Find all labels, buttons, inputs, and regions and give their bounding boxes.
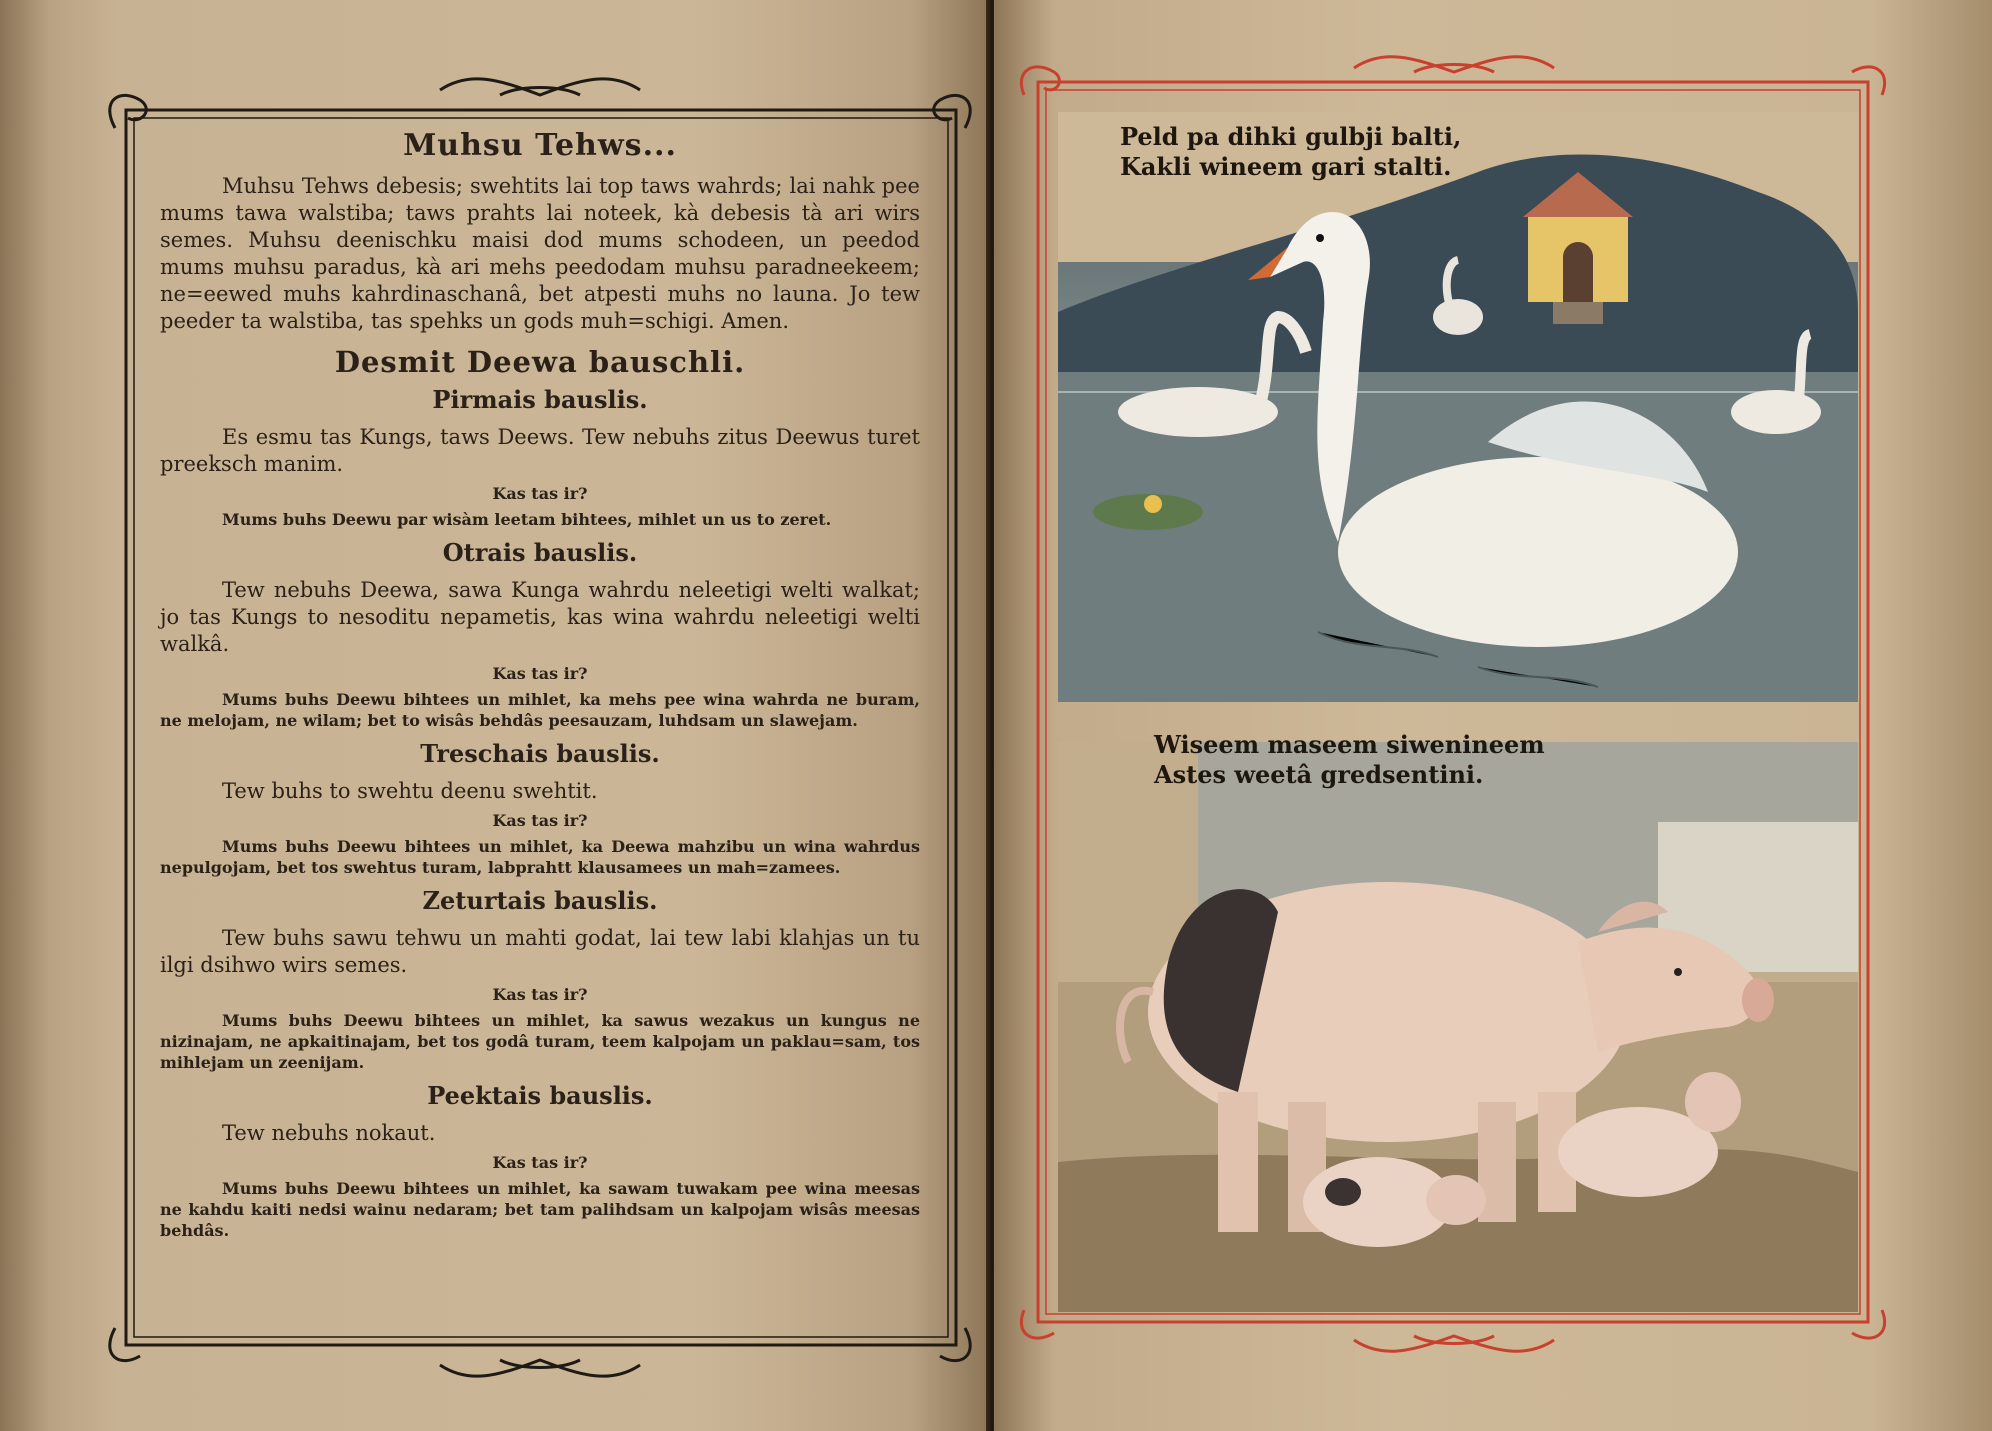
commandment-title: Pirmais bauslis. <box>432 385 648 414</box>
commandment-3 <box>160 739 920 878</box>
commandment-answer: Mums buhs Deewu bihtees un mihlet, ka sawam tuwakam pee wina meesas ne kahdu kaiti nedsi wainu nedaram; bet tam palihdsam un kalpojam wisâs meesas behdâs. <box>160 1179 920 1240</box>
commandment-answer: Mums buhs Deewu bihtees un mihlet, ka sawus wezakus un kungus ne nizinajam, ne apkaitinajam, bet tos godâ turam, teem kalpojam un paklau=sam, tos mihlejam un zeenijam. <box>160 1011 920 1072</box>
commandment-1 <box>160 385 920 530</box>
commandment-title: Zeturtais bauslis. <box>422 886 658 915</box>
commandment-answer: Mums buhs Deewu par wisàm leetam bihtees, mihlet un us to zeret. <box>222 510 832 529</box>
commandment-title: Otrais bauslis. <box>442 538 638 567</box>
commandment-text: Tew buhs sawu tehwu un mahti godat, lai tew labi klahjas un tu ilgi dsihwo wirs semes. <box>160 926 920 977</box>
commandment-answer: Mums buhs Deewu bihtees un mihlet, ka mehs pee wina wahrda ne buram, ne melojam, ne wilam; bet to wisâs behdâs peesauzam, luhdsam un slawejam. <box>160 690 920 730</box>
left-text-column <box>160 128 920 1308</box>
caption-bottom-line-2: Astes weetâ gredsentini. <box>1154 760 1484 789</box>
caption-top-line-1: Peld pa dihki gulbji balti, <box>1120 122 1462 151</box>
caption-bottom-line-1: Wiseem maseem siwenineem <box>1154 730 1545 759</box>
commandments-heading: Desmit Deewa bauschli. <box>334 345 746 379</box>
swan-illustration <box>1058 112 1858 702</box>
commandment-question: Kas tas ir? <box>492 811 588 830</box>
commandment-question: Kas tas ir? <box>492 1153 588 1172</box>
commandment-2 <box>160 538 920 731</box>
commandment-text: Tew nebuhs Deewa, sawa Kunga wahrdu neleetigi welti walkat; jo tas Kungs to nesoditu nepametis, kas wina wahrdu neleetigi welti walkâ. <box>160 578 920 656</box>
commandment-text: Es esmu tas Kungs, taws Deews. Tew nebuhs zitus Deewus turet preeksch manim. <box>160 425 920 476</box>
commandment-answer: Mums buhs Deewu bihtees un mihlet, ka Deewa mahzibu un wina wahrdus nepulgojam, bet tos swehtus turam, labprahtt klausamees un mah=zamees. <box>160 837 920 877</box>
commandment-text: Tew nebuhs nokaut. <box>222 1121 436 1145</box>
commandment-question: Kas tas ir? <box>492 985 588 1004</box>
prayer-title: Muhsu Tehws... <box>403 128 677 163</box>
commandment-4 <box>160 886 920 1073</box>
caption-top-line-2: Kakli wineem gari stalti. <box>1120 152 1452 181</box>
right-page <box>994 0 1992 1431</box>
commandment-question: Kas tas ir? <box>492 664 588 683</box>
left-page <box>0 0 990 1431</box>
commandment-text: Tew buhs to swehtu deenu swehtit. <box>222 779 598 803</box>
commandment-question: Kas tas ir? <box>492 484 588 503</box>
caption-top <box>1120 122 1461 182</box>
caption-bottom <box>1154 730 1545 790</box>
commandment-5 <box>160 1081 920 1241</box>
lords-prayer-text: Muhsu Tehws debesis; swehtits lai top taws wahrds; lai nahk pee mums tawa walstiba; taws prahts lai noteek, kà debesis tà ari wirs semes. Muhsu deenischku maisi dod mums schodeen, un peedod mums muhsu paradus, kà ari mehs peedodam muhsu paradneekeem; ne=eewed muhs kahrdinaschanâ, bet atpesti muhs no launa. Jo tew peeder ta walstiba, tas spehks un gods muh=schigi. Amen. <box>160 174 920 333</box>
commandment-title: Peektais bauslis. <box>427 1081 653 1110</box>
commandment-title: Treschais bauslis. <box>420 739 660 768</box>
pig-illustration <box>1058 742 1858 1312</box>
